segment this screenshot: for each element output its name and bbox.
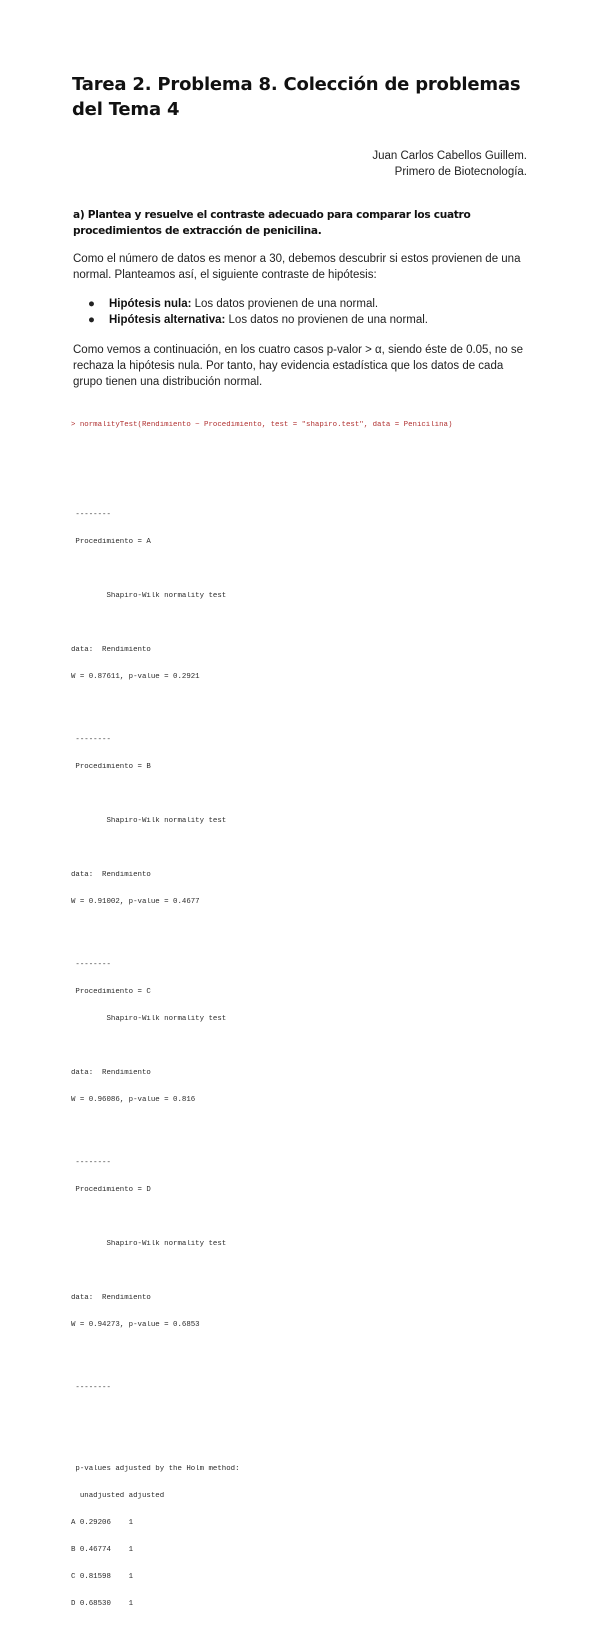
console-command: > normalityTest(Rendimiento ~ Procedimiento, test = "shapiro.test", data = Penicilina) [71,421,453,429]
console-stat-line: W = 0.96086, p-value = 0.816 [71,1096,196,1104]
list-item [88,296,428,312]
console-group-label: Procedimiento = B [71,763,151,771]
console-separator: -------- [71,1384,111,1392]
console-data-line: data: Rendimiento [71,1069,151,1077]
bullet-icon: ● [88,314,95,326]
list-item [88,312,428,328]
conclusion-paragraph: Como vemos a continuación, en los cuatro casos p-valor > α, siendo éste de 0.05, no se rechaza la hipótesis nula. Por tanto, hay evidencia estadística que los datos de cada grupo tienen una distribución normal. [73,344,523,388]
page-title: Tarea 2. Problema 8. Colección de problemas del Tema 4 [72,74,521,120]
console-data-line: data: Rendimiento [71,871,151,879]
console-test-name: Shapiro-Wilk normality test [71,817,227,825]
adjustment-row: C 0.81598 1 [71,1573,134,1581]
adjustment-row: D 0.68530 1 [71,1600,134,1608]
console-separator: -------- [71,961,111,969]
adjustment-title: p-values adjusted by the Holm method: [71,1465,240,1473]
console-group-label: Procedimiento = A [71,538,151,546]
hypothesis-text: Los datos no provienen de una normal. [225,314,428,326]
console-test-name: Shapiro-Wilk normality test [71,1240,227,1248]
intro-paragraph: Como el número de datos es menor a 30, debemos descubrir si estos provienen de una normal. Planteamos así, el siguiente contraste de hipótesis: [73,253,521,281]
console-stat-line: W = 0.94273, p-value = 0.6853 [71,1321,200,1329]
author-name: Juan Carlos Cabellos Guillem. [372,150,527,162]
console-test-name: Shapiro-Wilk normality test [71,592,227,600]
console-separator: -------- [71,736,111,744]
console-stat-line: W = 0.87611, p-value = 0.2921 [71,673,200,681]
hypothesis-label: Hipótesis nula: [109,298,192,310]
adjustment-row: B 0.46774 1 [71,1546,134,1554]
hypotheses-list [88,296,428,328]
adjustment-header: unadjusted adjusted [71,1492,165,1500]
console-test-name: Shapiro-Wilk normality test [71,1015,227,1023]
console-data-line: data: Rendimiento [71,646,151,654]
adjustment-row: A 0.29206 1 [71,1519,134,1527]
console-separator: -------- [71,1159,111,1167]
author-course: Primero de Biotecnología. [394,166,527,178]
console-data-line: data: Rendimiento [71,1294,151,1302]
author-block [372,148,527,180]
hypothesis-text: Los datos provienen de una normal. [191,298,379,310]
console-stat-line: W = 0.91002, p-value = 0.4677 [71,898,200,906]
console-separator: -------- [71,511,111,519]
r-console-output [71,403,541,1627]
hypothesis-label: Hipótesis alternativa: [109,314,226,326]
console-group-label: Procedimiento = C [71,988,151,996]
console-group-label: Procedimiento = D [71,1186,151,1194]
question-heading: a) Plantea y resuelve el contraste adecuado para comparar los cuatro procedimientos de extracción de penicilina. [73,209,471,237]
bullet-icon: ● [88,298,95,310]
